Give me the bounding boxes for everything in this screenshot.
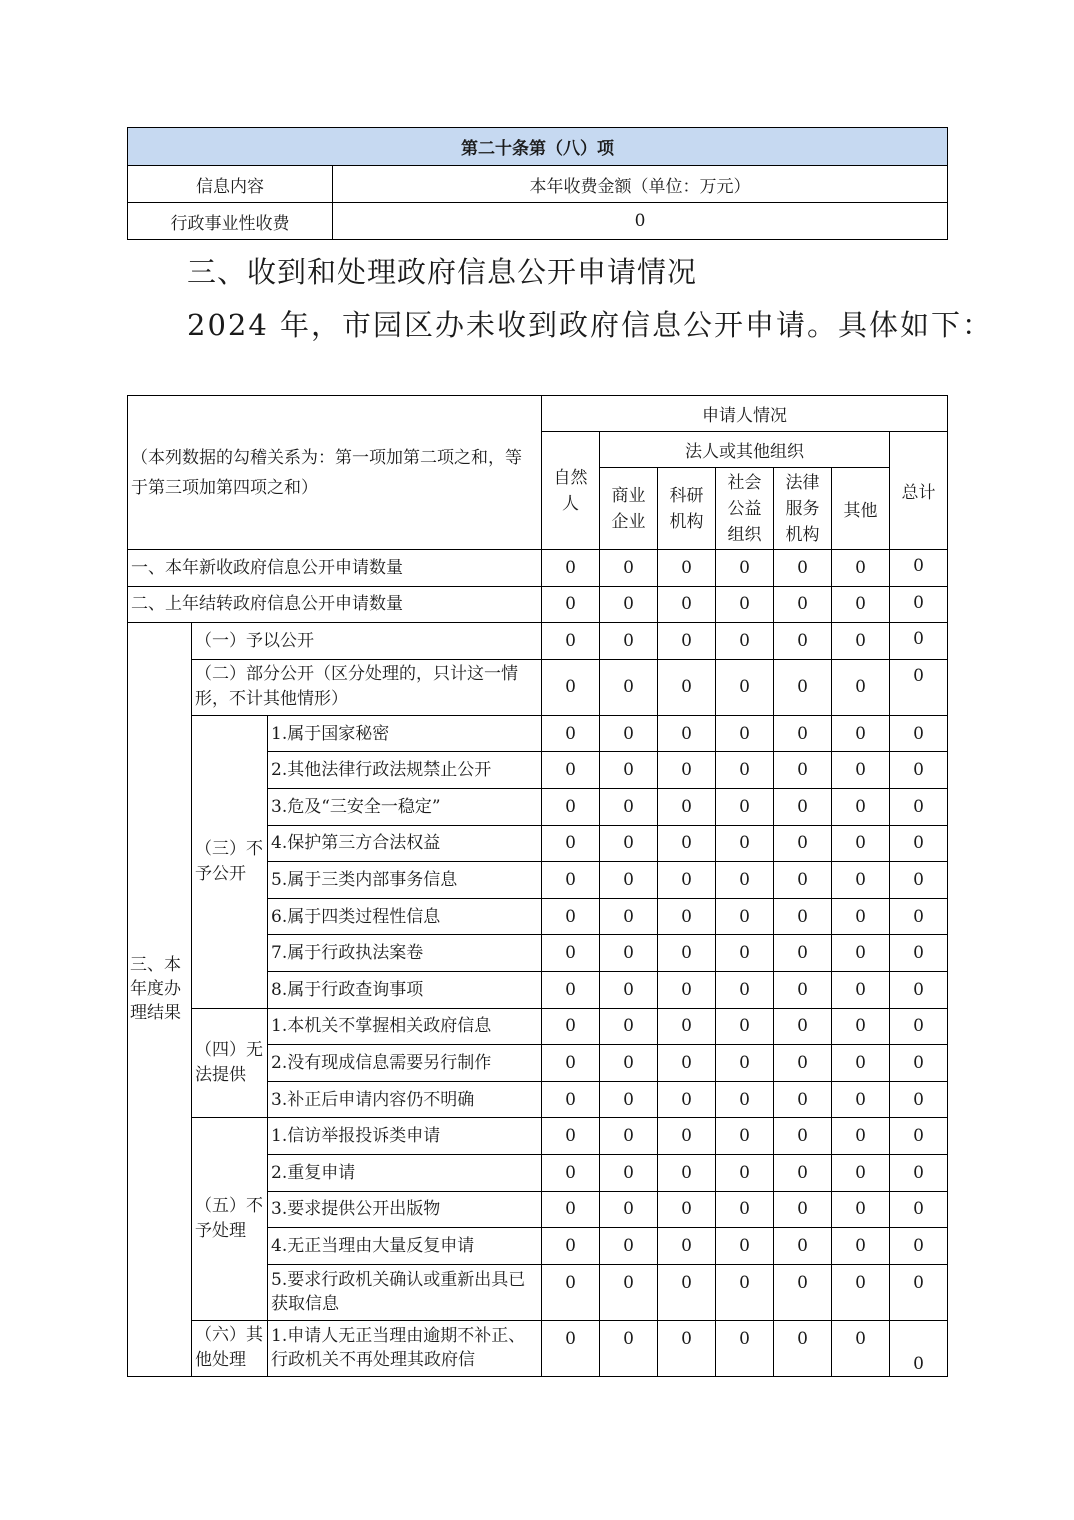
row-label: 2.没有现成信息需要另行制作 <box>268 1045 542 1082</box>
row-label: 3.补正后申请内容仍不明确 <box>268 1081 542 1118</box>
value-cell: 0 <box>832 1320 890 1376</box>
value-cell: 0 <box>890 1320 948 1376</box>
value-cell: 0 <box>716 1008 774 1045</box>
value-cell: 0 <box>832 788 890 825</box>
value-cell: 0 <box>600 752 658 789</box>
value-cell: 0 <box>716 971 774 1008</box>
value-cell: 0 <box>542 1228 600 1265</box>
value-cell: 0 <box>658 788 716 825</box>
value-cell: 0 <box>832 752 890 789</box>
value-cell: 0 <box>658 1320 716 1376</box>
legal-col-header: 社会公益组织 <box>716 468 774 550</box>
value-cell: 0 <box>832 586 890 623</box>
row-label: 3.危及“三安全一稳定” <box>268 788 542 825</box>
value-cell: 0 <box>832 1118 890 1155</box>
value-cell: 0 <box>890 1008 948 1045</box>
row-label: 2.其他法律行政法规禁止公开 <box>268 752 542 789</box>
row-label: 1.信访举报投诉类申请 <box>268 1118 542 1155</box>
value-cell: 0 <box>774 1320 832 1376</box>
value-cell: 0 <box>716 1154 774 1191</box>
value-cell: 0 <box>890 1264 948 1320</box>
value-cell: 0 <box>600 1081 658 1118</box>
value-cell: 0 <box>774 1264 832 1320</box>
legal-col-header: 科研机构 <box>658 468 716 550</box>
value-cell: 0 <box>832 623 890 660</box>
value-cell: 0 <box>542 659 600 715</box>
value-cell: 0 <box>774 1118 832 1155</box>
row-label: 7.属于行政执法案卷 <box>268 935 542 972</box>
row-label: （二）部分公开（区分处理的，只计这一情形，不计其他情形） <box>192 659 542 715</box>
value-cell: 0 <box>658 1008 716 1045</box>
value-cell: 0 <box>890 1154 948 1191</box>
value-cell: 0 <box>890 1118 948 1155</box>
value-cell: 0 <box>774 1081 832 1118</box>
value-cell: 0 <box>600 1118 658 1155</box>
value-cell: 0 <box>832 1191 890 1228</box>
value-cell: 0 <box>832 971 890 1008</box>
row-label: 5.要求行政机关确认或重新出具已获取信息 <box>268 1264 542 1320</box>
value-cell: 0 <box>600 715 658 752</box>
section-heading: 三、收到和处理政府信息公开申请情况 <box>187 255 698 289</box>
value-cell: 0 <box>716 586 774 623</box>
value-cell: 0 <box>890 550 948 587</box>
value-cell: 0 <box>600 825 658 862</box>
row-label: 1.属于国家秘密 <box>268 715 542 752</box>
value-cell: 0 <box>600 659 658 715</box>
value-cell: 0 <box>658 825 716 862</box>
value-cell: 0 <box>890 788 948 825</box>
row-label: 1.本机关不掌握相关政府信息 <box>268 1008 542 1045</box>
value-cell: 0 <box>716 788 774 825</box>
section-intro: 2024 年，市园区办未收到政府信息公开申请。具体如下： <box>187 308 994 342</box>
value-cell: 0 <box>716 1191 774 1228</box>
value-cell: 0 <box>716 623 774 660</box>
value-cell: 0 <box>600 550 658 587</box>
value-cell: 0 <box>716 550 774 587</box>
not-disclosed-label: （三）不予公开 <box>192 715 268 1008</box>
value-cell: 0 <box>600 623 658 660</box>
value-cell: 0 <box>542 1118 600 1155</box>
value-cell: 0 <box>774 862 832 899</box>
value-cell: 0 <box>774 1191 832 1228</box>
value-cell: 0 <box>716 1320 774 1376</box>
corner-note: （本列数据的勾稽关系为：第一项加第二项之和，等于第三项加第四项之和） <box>128 396 542 550</box>
value-cell: 0 <box>600 586 658 623</box>
row-label: 8.属于行政查询事项 <box>268 971 542 1008</box>
value-cell: 0 <box>600 788 658 825</box>
value-cell: 0 <box>542 788 600 825</box>
value-cell: 0 <box>716 1045 774 1082</box>
value-cell: 0 <box>774 623 832 660</box>
value-cell: 0 <box>832 898 890 935</box>
value-cell: 0 <box>832 1045 890 1082</box>
value-cell: 0 <box>890 1045 948 1082</box>
value-cell: 0 <box>542 1045 600 1082</box>
value-cell: 0 <box>542 1008 600 1045</box>
value-cell: 0 <box>716 715 774 752</box>
value-cell: 0 <box>774 1045 832 1082</box>
value-cell: 0 <box>600 1320 658 1376</box>
value-cell: 0 <box>716 1118 774 1155</box>
value-cell: 0 <box>774 825 832 862</box>
value-cell: 0 <box>542 862 600 899</box>
value-cell: 0 <box>890 659 948 715</box>
row-label: 一、本年新收政府信息公开申请数量 <box>128 550 542 587</box>
value-cell: 0 <box>600 1191 658 1228</box>
value-cell: 0 <box>832 935 890 972</box>
value-cell: 0 <box>890 715 948 752</box>
value-cell: 0 <box>832 862 890 899</box>
value-cell: 0 <box>600 1228 658 1265</box>
value-cell: 0 <box>542 1191 600 1228</box>
value-cell: 0 <box>716 935 774 972</box>
natural-person-header: 自然人 <box>542 432 600 550</box>
fee-table-header-cell: 信息内容 <box>128 166 333 203</box>
value-cell: 0 <box>716 825 774 862</box>
value-cell: 0 <box>890 862 948 899</box>
value-cell: 0 <box>542 1154 600 1191</box>
value-cell: 0 <box>832 1228 890 1265</box>
row-label: （一）予以公开 <box>192 623 542 660</box>
value-cell: 0 <box>774 971 832 1008</box>
value-cell: 0 <box>774 586 832 623</box>
value-cell: 0 <box>658 586 716 623</box>
value-cell: 0 <box>716 1081 774 1118</box>
value-cell: 0 <box>890 898 948 935</box>
row-label: 二、上年结转政府信息公开申请数量 <box>128 586 542 623</box>
value-cell: 0 <box>542 623 600 660</box>
value-cell: 0 <box>774 788 832 825</box>
legal-col-header: 其他 <box>832 468 890 550</box>
unable-provide-label: （四）无法提供 <box>192 1008 268 1118</box>
value-cell: 0 <box>774 1228 832 1265</box>
applicant-header: 申请人情况 <box>542 396 948 432</box>
value-cell: 0 <box>890 825 948 862</box>
value-cell: 0 <box>658 1191 716 1228</box>
value-cell: 0 <box>658 1118 716 1155</box>
value-cell: 0 <box>832 1264 890 1320</box>
value-cell: 0 <box>658 862 716 899</box>
value-cell: 0 <box>658 1154 716 1191</box>
value-cell: 0 <box>774 550 832 587</box>
result-group-label: 三、本年度办理结果 <box>128 623 192 1377</box>
legal-col-header: 法律服务机构 <box>774 468 832 550</box>
value-cell: 0 <box>542 550 600 587</box>
value-cell: 0 <box>658 752 716 789</box>
row-label: 4.无正当理由大量反复申请 <box>268 1228 542 1265</box>
value-cell: 0 <box>716 862 774 899</box>
total-header: 总计 <box>890 432 948 550</box>
fee-table-cell: 0 <box>333 203 948 240</box>
other-processing-label: （六）其他处理 <box>192 1320 268 1376</box>
value-cell: 0 <box>658 1228 716 1265</box>
fee-table-header-cell: 本年收费金额（单位：万元） <box>333 166 948 203</box>
value-cell: 0 <box>774 752 832 789</box>
value-cell: 0 <box>832 550 890 587</box>
value-cell: 0 <box>658 715 716 752</box>
value-cell: 0 <box>832 825 890 862</box>
value-cell: 0 <box>600 1045 658 1082</box>
value-cell: 0 <box>658 935 716 972</box>
value-cell: 0 <box>832 1008 890 1045</box>
value-cell: 0 <box>542 825 600 862</box>
value-cell: 0 <box>716 1264 774 1320</box>
value-cell: 0 <box>658 898 716 935</box>
value-cell: 0 <box>774 898 832 935</box>
value-cell: 0 <box>658 1081 716 1118</box>
value-cell: 0 <box>890 971 948 1008</box>
not-processed-label: （五）不予处理 <box>192 1118 268 1320</box>
value-cell: 0 <box>542 935 600 972</box>
value-cell: 0 <box>774 1008 832 1045</box>
value-cell: 0 <box>890 586 948 623</box>
value-cell: 0 <box>774 715 832 752</box>
fee-table-cell: 行政事业性收费 <box>128 203 333 240</box>
value-cell: 0 <box>542 715 600 752</box>
value-cell: 0 <box>542 1264 600 1320</box>
statistics-table <box>127 395 948 1377</box>
value-cell: 0 <box>774 935 832 972</box>
value-cell: 0 <box>890 1228 948 1265</box>
value-cell: 0 <box>542 971 600 1008</box>
row-label: 4.保护第三方合法权益 <box>268 825 542 862</box>
value-cell: 0 <box>832 1154 890 1191</box>
row-label: 6.属于四类过程性信息 <box>268 898 542 935</box>
value-cell: 0 <box>832 715 890 752</box>
value-cell: 0 <box>542 1081 600 1118</box>
fee-table <box>127 127 948 240</box>
value-cell: 0 <box>890 1191 948 1228</box>
row-label: 3.要求提供公开出版物 <box>268 1191 542 1228</box>
value-cell: 0 <box>542 752 600 789</box>
value-cell: 0 <box>890 623 948 660</box>
value-cell: 0 <box>774 1154 832 1191</box>
value-cell: 0 <box>716 1228 774 1265</box>
value-cell: 0 <box>542 586 600 623</box>
legal-col-header: 商业企业 <box>600 468 658 550</box>
value-cell: 0 <box>890 935 948 972</box>
value-cell: 0 <box>658 1045 716 1082</box>
row-label: 1.申请人无正当理由逾期不补正、行政机关不再处理其政府信 <box>268 1320 542 1376</box>
row-label: 5.属于三类内部事务信息 <box>268 862 542 899</box>
row-label: 2.重复申请 <box>268 1154 542 1191</box>
value-cell: 0 <box>600 1264 658 1320</box>
value-cell: 0 <box>600 935 658 972</box>
value-cell: 0 <box>600 898 658 935</box>
value-cell: 0 <box>600 1154 658 1191</box>
value-cell: 0 <box>658 550 716 587</box>
value-cell: 0 <box>890 1081 948 1118</box>
value-cell: 0 <box>600 971 658 1008</box>
value-cell: 0 <box>658 623 716 660</box>
legal-entity-header: 法人或其他组织 <box>600 432 890 468</box>
value-cell: 0 <box>658 971 716 1008</box>
fee-table-title: 第二十条第（八）项 <box>128 128 948 166</box>
value-cell: 0 <box>890 752 948 789</box>
value-cell: 0 <box>832 1081 890 1118</box>
value-cell: 0 <box>600 862 658 899</box>
value-cell: 0 <box>600 1008 658 1045</box>
value-cell: 0 <box>658 659 716 715</box>
value-cell: 0 <box>542 898 600 935</box>
value-cell: 0 <box>542 1320 600 1376</box>
value-cell: 0 <box>658 1264 716 1320</box>
value-cell: 0 <box>716 752 774 789</box>
value-cell: 0 <box>774 659 832 715</box>
value-cell: 0 <box>716 659 774 715</box>
value-cell: 0 <box>832 659 890 715</box>
value-cell: 0 <box>716 898 774 935</box>
